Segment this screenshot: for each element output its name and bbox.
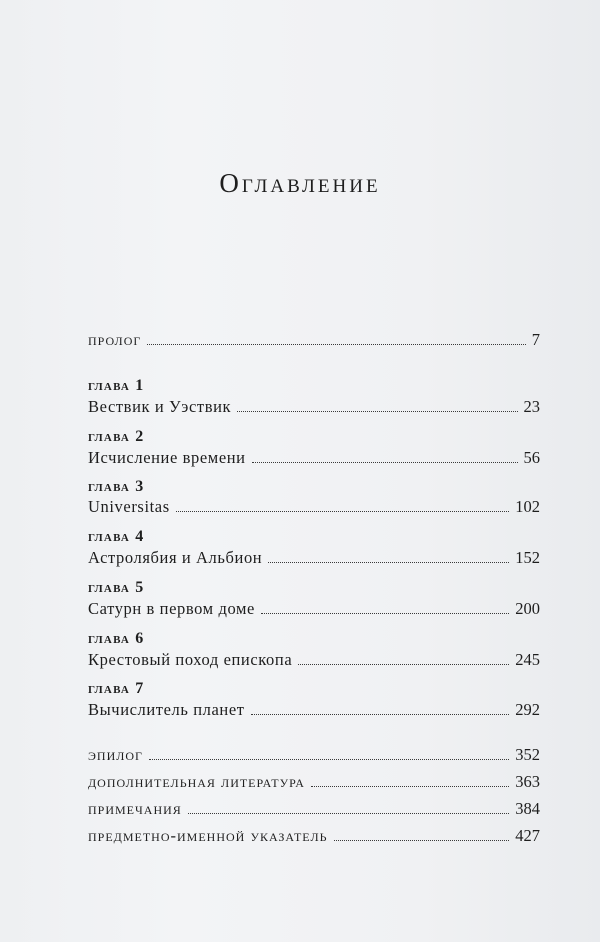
dot-leader bbox=[149, 745, 509, 760]
toc-entry-label: Вычислитель планет bbox=[88, 700, 245, 719]
toc-entry-label: пролог bbox=[88, 330, 142, 349]
toc-page-number: 363 bbox=[515, 772, 540, 791]
chapter-heading: глава 3 bbox=[88, 478, 145, 495]
toc-entry-notes bbox=[88, 799, 540, 823]
toc-entry-chapter bbox=[88, 650, 540, 674]
toc-entry-chapter bbox=[88, 497, 540, 521]
toc-page-number: 352 bbox=[515, 745, 540, 764]
toc-entry-chapter bbox=[88, 548, 540, 572]
page-title: Оглавление bbox=[219, 168, 381, 199]
toc-entry-label: Астролябия и Альбион bbox=[88, 548, 263, 567]
toc-entry-label: Universitas bbox=[88, 497, 170, 516]
toc-entry-chapter bbox=[88, 397, 540, 421]
toc-entry-label: предметно-именной указатель bbox=[88, 826, 328, 845]
toc-entry-label: эпилог bbox=[88, 745, 143, 764]
chapter-heading: глава 7 bbox=[88, 680, 145, 697]
toc-page-number: 384 bbox=[515, 799, 540, 818]
toc-page-number: 152 bbox=[515, 548, 540, 567]
dot-leader bbox=[252, 448, 518, 463]
toc-entry-chapter bbox=[88, 448, 540, 472]
dot-leader bbox=[251, 700, 510, 715]
toc-entry-label: Исчисление времени bbox=[88, 448, 246, 467]
toc-entry-label: Крестовый поход епископа bbox=[88, 650, 293, 669]
toc-entry-label: Сатурн в первом доме bbox=[88, 599, 255, 618]
dot-leader bbox=[311, 772, 509, 787]
dot-leader bbox=[298, 650, 509, 665]
dot-leader bbox=[268, 548, 509, 563]
toc-page-number: 427 bbox=[515, 826, 540, 845]
chapter-heading: глава 1 bbox=[88, 377, 145, 394]
toc-page-number: 245 bbox=[515, 650, 540, 669]
dot-leader bbox=[147, 330, 525, 345]
dot-leader bbox=[188, 799, 509, 814]
dot-leader bbox=[176, 497, 509, 512]
toc-page-number: 56 bbox=[523, 448, 540, 467]
toc-entry-chapter bbox=[88, 700, 540, 724]
toc-entry-epilogue bbox=[88, 745, 540, 769]
toc-entry-further-reading bbox=[88, 772, 540, 796]
toc-entry-label: Вествик и Уэствик bbox=[88, 397, 232, 416]
toc-page-number: 292 bbox=[515, 700, 540, 719]
dot-leader bbox=[261, 599, 509, 614]
chapter-heading: глава 4 bbox=[88, 528, 145, 545]
dot-leader bbox=[237, 397, 517, 412]
toc-entry-label: дополнительная литература bbox=[88, 772, 305, 791]
chapter-heading: глава 6 bbox=[88, 630, 145, 647]
toc-entry-label: примечания bbox=[88, 799, 182, 818]
dot-leader bbox=[334, 826, 510, 841]
toc-entry-index bbox=[88, 826, 540, 850]
toc-page-number: 102 bbox=[515, 497, 540, 516]
toc-page-number: 7 bbox=[531, 330, 540, 349]
chapter-heading: глава 2 bbox=[88, 428, 145, 445]
toc-page-number: 200 bbox=[515, 599, 540, 618]
toc-entry-chapter bbox=[88, 599, 540, 623]
toc-page-number: 23 bbox=[523, 397, 540, 416]
chapter-heading: глава 5 bbox=[88, 579, 145, 596]
toc-entry-prologue bbox=[88, 330, 540, 354]
